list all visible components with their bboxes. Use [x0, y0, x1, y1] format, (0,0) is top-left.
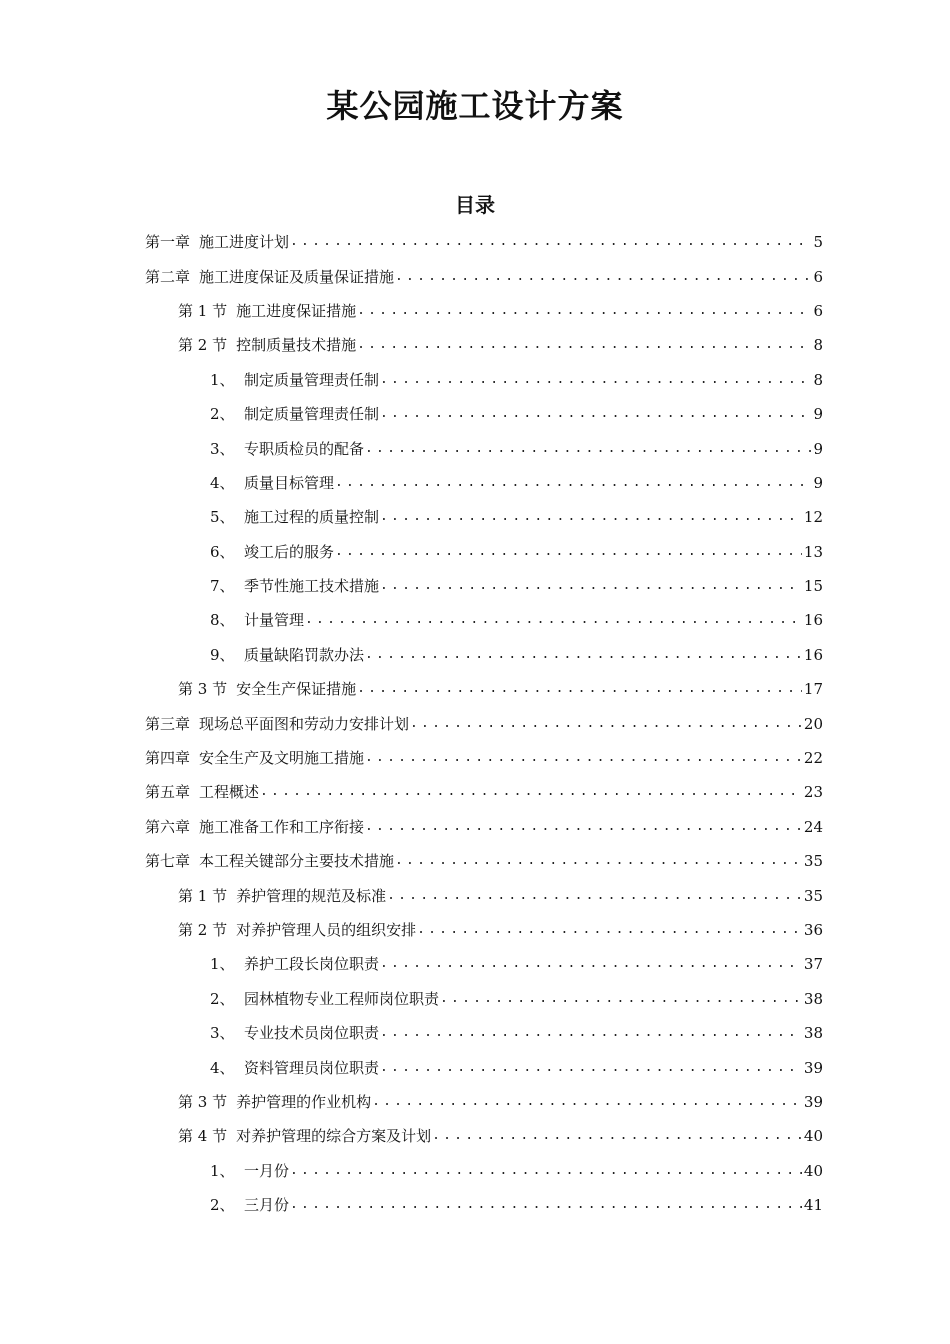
document-title: 某公园施工设计方案	[326, 87, 624, 125]
toc-dot-leader	[335, 542, 802, 562]
toc-entry-page-number: 5	[813, 233, 823, 252]
toc-dot-leader	[372, 1092, 802, 1112]
toc-entry-page-number: 9	[813, 473, 823, 492]
toc-entry-title: 一月份	[244, 1161, 290, 1180]
toc-entry-title: 本工程关键部分主要技术措施	[199, 852, 395, 871]
toc-entry[interactable]	[145, 706, 823, 740]
toc-dot-leader	[290, 1195, 802, 1215]
toc-entry-title: 资料管理员岗位职责	[244, 1058, 380, 1077]
toc-entry-title: 季节性施工技术措施	[244, 577, 380, 596]
toc-entry[interactable]	[178, 1119, 823, 1153]
toc-entry-number: 第 1 节	[178, 301, 228, 320]
toc-entry-title: 三月份	[244, 1196, 290, 1215]
toc-heading: 目录	[455, 193, 495, 217]
toc-entry-number: 第 3 节	[178, 680, 228, 699]
toc-dot-leader	[290, 232, 811, 252]
toc-entry-number: 1、	[210, 1161, 235, 1180]
toc-dot-leader	[365, 748, 802, 768]
toc-entry-page-number: 38	[803, 1024, 823, 1043]
toc-entry[interactable]	[210, 603, 823, 637]
toc-entry-number: 9、	[210, 645, 235, 664]
toc-entry-page-number: 16	[803, 611, 823, 630]
toc-dot-leader	[395, 267, 811, 287]
toc-dot-leader	[380, 507, 802, 527]
toc-entry-page-number: 15	[803, 577, 823, 596]
toc-dot-leader	[357, 301, 811, 321]
toc-entry[interactable]	[210, 535, 823, 569]
toc-entry-number: 第五章	[145, 783, 191, 802]
toc-dot-leader	[380, 404, 811, 424]
toc-dot-leader	[365, 439, 811, 459]
toc-entry-page-number: 36	[803, 921, 823, 939]
toc-entry-title: 养护工段长岗位职责	[244, 955, 380, 974]
toc-dot-leader	[365, 645, 802, 665]
toc-entry[interactable]	[178, 672, 823, 706]
toc-entry-number: 6、	[210, 542, 235, 561]
toc-entry-number: 第 4 节	[178, 1127, 228, 1146]
toc-entry[interactable]	[178, 328, 823, 362]
toc-entry-number: 3、	[210, 1024, 235, 1043]
toc-entry[interactable]	[178, 878, 823, 912]
toc-entry-number: 第 3 节	[178, 1092, 228, 1111]
toc-entry-page-number: 6	[813, 267, 823, 286]
toc-entry-title: 养护管理的作业机构	[236, 1092, 372, 1111]
toc-entry-page-number: 40	[803, 1127, 823, 1146]
toc-dot-leader	[380, 1023, 802, 1043]
toc-entry-number: 第二章	[145, 267, 191, 286]
toc-entry-title: 制定质量管理责任制	[244, 370, 380, 389]
toc-entry[interactable]	[210, 982, 823, 1016]
toc-entry-page-number: 40	[803, 1161, 823, 1180]
toc-entry[interactable]	[178, 1085, 823, 1119]
toc-dot-leader	[387, 886, 802, 906]
toc-entry-title: 对养护管理的综合方案及计划	[236, 1127, 432, 1146]
toc-entry-page-number: 23	[803, 783, 823, 802]
toc-dot-leader	[365, 817, 802, 837]
toc-entry-title: 施工进度保证及质量保证措施	[199, 267, 395, 286]
toc-entry-title: 施工进度保证措施	[236, 301, 357, 320]
toc-entry-page-number: 39	[803, 1092, 823, 1111]
toc-entry[interactable]	[210, 638, 823, 672]
toc-entry-page-number: 35	[803, 852, 823, 871]
toc-entry[interactable]	[145, 225, 823, 259]
toc-entry-number: 5、	[210, 508, 235, 527]
toc-dot-leader	[380, 370, 811, 390]
toc-entry-page-number: 13	[803, 542, 823, 561]
toc-entry[interactable]	[145, 741, 823, 775]
toc-entry-title: 计量管理	[244, 611, 305, 630]
toc-dot-leader	[260, 782, 802, 802]
toc-dot-leader	[440, 989, 802, 1009]
toc-entry[interactable]	[210, 397, 823, 431]
toc-entry-number: 第 1 节	[178, 886, 228, 905]
toc-entry-title: 施工进度计划	[199, 233, 290, 252]
toc-entry-title: 养护管理的规范及标准	[236, 886, 387, 905]
toc-entry[interactable]	[145, 810, 823, 844]
toc-entry-page-number: 8	[813, 370, 823, 389]
toc-dot-leader	[417, 920, 802, 940]
toc-entry-title: 专业技术员岗位职责	[244, 1024, 380, 1043]
toc-entry[interactable]	[145, 775, 823, 809]
toc-entry-title: 质量目标管理	[244, 473, 335, 492]
toc-entry-number: 1、	[210, 955, 235, 974]
toc-entry-page-number: 17	[803, 680, 823, 699]
toc-entry-page-number: 39	[803, 1058, 823, 1077]
toc-dot-leader	[380, 954, 802, 974]
toc-dot-leader	[410, 714, 802, 734]
toc-entry-number: 第 2 节	[178, 336, 228, 355]
toc-entry-page-number: 9	[813, 405, 823, 424]
toc-entry[interactable]	[145, 844, 823, 878]
toc-entry-page-number: 41	[803, 1196, 823, 1215]
toc-entry[interactable]	[210, 363, 823, 397]
toc-entry-number: 2、	[210, 1196, 235, 1215]
toc-entry-page-number: 8	[813, 336, 823, 355]
toc-entry[interactable]	[210, 1050, 823, 1084]
toc-entry-page-number: 38	[803, 989, 823, 1008]
toc-dot-leader	[335, 473, 811, 493]
toc-entry-number: 第 2 节	[178, 921, 228, 939]
toc-entry-number: 2、	[210, 405, 235, 424]
toc-dot-leader	[357, 679, 802, 699]
toc-entry[interactable]	[210, 431, 823, 465]
toc-entry-title: 专职质检员的配备	[244, 439, 365, 458]
toc-entry-number: 8、	[210, 611, 235, 630]
toc-entry[interactable]	[178, 913, 823, 947]
toc-entry-title: 施工过程的质量控制	[244, 508, 380, 527]
toc-entry-number: 第一章	[145, 233, 191, 252]
toc-entry[interactable]	[210, 569, 823, 603]
toc-entry[interactable]	[210, 1016, 823, 1050]
toc-entry[interactable]	[210, 1188, 823, 1222]
toc-entry-title: 现场总平面图和劳动力安排计划	[199, 714, 410, 733]
toc-entry-page-number: 22	[803, 749, 823, 768]
toc-entry-number: 4、	[210, 473, 235, 492]
toc-dot-leader	[380, 1058, 802, 1078]
toc-entry-title: 对养护管理人员的组织安排	[236, 921, 417, 939]
toc-entry[interactable]	[145, 259, 823, 293]
toc-entry-title: 安全生产保证措施	[236, 680, 357, 699]
toc-entry-number: 第六章	[145, 817, 191, 836]
toc-entry-number: 1、	[210, 370, 235, 389]
toc-dot-leader	[305, 610, 802, 630]
toc-entry[interactable]	[178, 294, 823, 328]
toc-entry-page-number: 12	[803, 508, 823, 527]
toc-entry-page-number: 24	[803, 817, 823, 836]
toc-entry-title: 制定质量管理责任制	[244, 405, 380, 424]
toc-entry-number: 第七章	[145, 852, 191, 871]
toc-entry[interactable]	[210, 500, 823, 534]
toc-entry[interactable]	[210, 1154, 823, 1188]
toc-entry-page-number: 35	[803, 886, 823, 905]
toc-entry-number: 第四章	[145, 749, 191, 768]
toc-entry-number: 7、	[210, 577, 235, 596]
toc-entry-number: 3、	[210, 439, 235, 458]
toc-entry-page-number: 37	[803, 955, 823, 974]
toc-entry-number: 第三章	[145, 714, 191, 733]
toc-entry-number: 2、	[210, 989, 235, 1008]
toc-dot-leader	[395, 851, 802, 871]
toc-entry[interactable]	[210, 947, 823, 981]
toc-entry-title: 园林植物专业工程师岗位职责	[244, 989, 440, 1008]
toc-entry-title: 施工准备工作和工序衔接	[199, 817, 365, 836]
toc-entry-title: 工程概述	[199, 783, 260, 802]
toc-entry-title: 控制质量技术措施	[236, 336, 357, 355]
toc-entry[interactable]	[210, 466, 823, 500]
toc-entry-title: 竣工后的服务	[244, 542, 335, 561]
toc-dot-leader	[357, 335, 811, 355]
toc-entry-page-number: 16	[803, 645, 823, 664]
toc-dot-leader	[432, 1126, 802, 1146]
toc-entry-page-number: 6	[813, 301, 823, 320]
table-of-contents	[0, 225, 950, 1222]
toc-entry-number: 4、	[210, 1058, 235, 1077]
toc-entry-title: 安全生产及文明施工措施	[199, 749, 365, 768]
toc-entry-page-number: 9	[813, 439, 823, 458]
toc-dot-leader	[380, 576, 802, 596]
toc-entry-title: 质量缺陷罚款办法	[244, 645, 365, 664]
toc-entry-page-number: 20	[803, 714, 823, 733]
toc-dot-leader	[290, 1161, 802, 1181]
